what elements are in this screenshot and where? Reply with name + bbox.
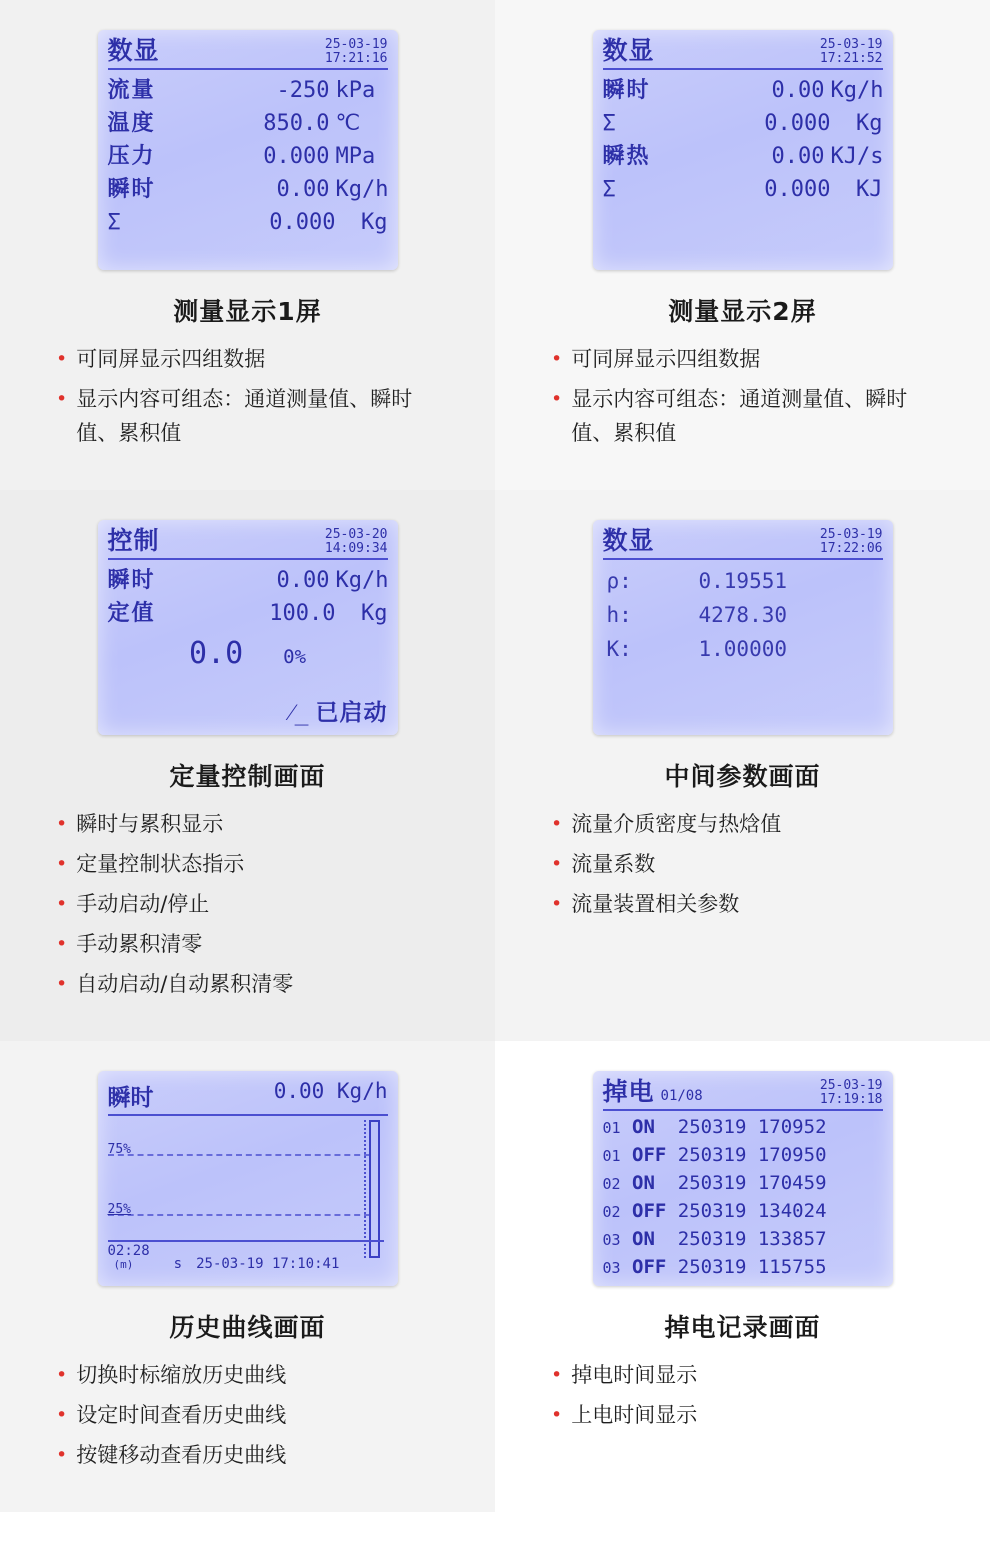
lcd-date: 25-03-19 [819, 527, 883, 542]
lcd-header [603, 528, 883, 560]
batch-percent: 0% [283, 646, 307, 668]
curve-timescale-unit: (m) [113, 1258, 134, 1271]
bullet-item [56, 967, 461, 1001]
bullet-item [551, 887, 956, 921]
bullet-text: 流量系数 [571, 852, 656, 876]
curve-title: 瞬时 [107, 1085, 154, 1111]
log-stamp: 250319 170950 [677, 1144, 827, 1166]
lcd-clock [820, 528, 883, 556]
log-stamp: 250319 134024 [677, 1200, 827, 1222]
bullet-text: 手动累积清零 [76, 932, 203, 956]
log-state: ON [632, 1228, 667, 1250]
log-index: 03 [602, 1231, 621, 1249]
bullet-item [56, 927, 461, 961]
row-unit: Kg [361, 601, 388, 626]
batch-value: 0.0 [188, 636, 244, 671]
log-stamp: 250319 170459 [677, 1172, 827, 1194]
bullet-item [56, 847, 461, 881]
lcd-screen-curve [98, 1071, 398, 1286]
lcd-row [603, 107, 883, 140]
lcd-date: 25-03-19 [819, 37, 883, 52]
lcd-clock [325, 528, 388, 556]
batch-status [98, 694, 388, 727]
lcd-header [108, 528, 388, 560]
bullet-text: 设定时间查看历史曲线 [76, 1403, 287, 1427]
row-value: 0.000 [764, 111, 831, 136]
log-index: 03 [602, 1259, 621, 1277]
panel-caption: 中间参数画面 [664, 762, 821, 791]
lcd-header [603, 1079, 883, 1111]
panel-bullets [529, 807, 956, 927]
power-log-rows [603, 1114, 883, 1282]
panel-measure-screen-1 [0, 0, 495, 490]
bullet-text: 定量控制状态指示 [76, 852, 245, 876]
lcd-header [603, 38, 883, 70]
bullet-dot-icon: • [551, 813, 563, 835]
log-row [603, 1114, 883, 1142]
lcd-screen-params [593, 520, 893, 735]
panel-history-curve [0, 1041, 495, 1512]
panel-bullets [34, 342, 461, 456]
curve-timescale [108, 1244, 150, 1272]
panel-intermediate-params [495, 490, 990, 1041]
bullet-dot-icon: • [56, 973, 68, 995]
curve-cursor-bar [369, 1120, 380, 1258]
log-row [603, 1198, 883, 1226]
lcd-rows [603, 74, 883, 206]
row-label: Σ [602, 111, 616, 136]
panel-bullets [34, 1358, 461, 1478]
bullet-dot-icon: • [56, 348, 68, 370]
bullet-item [56, 1358, 461, 1392]
log-state: ON [632, 1116, 667, 1138]
bullet-dot-icon: • [56, 853, 68, 875]
bullet-text: 自动启动/自动累积清零 [76, 972, 294, 996]
bullet-dot-icon: • [56, 1404, 68, 1426]
panel-caption: 掉电记录画面 [664, 1313, 821, 1342]
bullet-text: 可同屏显示四组数据 [571, 347, 761, 371]
row-unit: Kg/h [335, 568, 389, 593]
lcd-row [108, 107, 388, 140]
row-value: 0.00 [276, 177, 330, 202]
bullet-item [551, 847, 956, 881]
bullet-item [551, 342, 956, 376]
bullet-item [56, 342, 461, 376]
log-index: 02 [602, 1203, 621, 1221]
panel-measure-screen-2 [495, 0, 990, 490]
lcd-title: 数显 [602, 36, 655, 65]
bullet-item [56, 382, 461, 450]
bullet-dot-icon: • [56, 388, 68, 410]
row-value: 0.000 [764, 177, 831, 202]
grid-label-25: 25% [107, 1202, 131, 1217]
lcd-screen-control [98, 520, 398, 735]
param-key: h: [606, 603, 632, 627]
row-value: -250 [276, 78, 330, 103]
lcd-title: 数显 [602, 526, 655, 555]
panel-caption: 历史曲线画面 [169, 1313, 326, 1342]
lcd-screen-power-log [593, 1071, 893, 1286]
gridline-25 [108, 1214, 370, 1216]
row-unit: KJ/s [830, 144, 884, 169]
panel-power-log [495, 1041, 990, 1512]
curve-timescale-value: 02:28 [107, 1243, 150, 1259]
row-label: 定值 [107, 601, 156, 626]
lcd-title: 数显 [107, 36, 160, 65]
row-unit: KJ [856, 177, 883, 202]
lcd-row [108, 597, 388, 630]
row-label: 压力 [107, 144, 156, 169]
panel-caption: 测量显示2屏 [668, 297, 817, 326]
lcd-time: 14:09:34 [324, 541, 388, 556]
log-row [603, 1170, 883, 1198]
param-row [603, 632, 883, 666]
bullet-text: 可同屏显示四组数据 [76, 347, 266, 371]
curve-axis-footer [108, 1240, 384, 1272]
row-unit: ℃ [335, 111, 361, 136]
curve-plot-area [108, 1120, 388, 1270]
bullet-item [56, 1398, 461, 1432]
bullet-text: 掉电时间显示 [571, 1363, 698, 1387]
panel-batch-control [0, 490, 495, 1041]
bullet-item [551, 807, 956, 841]
log-state: ON [632, 1172, 667, 1194]
lcd-clock [820, 1079, 883, 1107]
row-value: 0.00 [771, 78, 825, 103]
row-unit: kPa [335, 78, 376, 103]
curve-axis-unit-s: s [173, 1256, 183, 1272]
log-state: OFF [632, 1144, 667, 1166]
bullet-dot-icon: • [56, 1364, 68, 1386]
row-unit: Kg [856, 111, 883, 136]
param-key: ρ: [606, 569, 632, 593]
panel-caption: 测量显示1屏 [173, 297, 322, 326]
row-label: 瞬时 [602, 78, 651, 103]
row-value: 0.00 [771, 144, 825, 169]
bullet-dot-icon: • [56, 893, 68, 915]
param-value: 0.19551 [698, 569, 788, 593]
log-row [603, 1142, 883, 1170]
curve-cursor-line [364, 1120, 366, 1258]
bullet-dot-icon: • [56, 813, 68, 835]
lcd-time: 17:21:16 [324, 51, 388, 66]
log-index: 01 [602, 1119, 621, 1137]
row-value: 0.000 [263, 144, 330, 169]
bullet-item [56, 887, 461, 921]
lcd-clock [325, 38, 388, 66]
row-value: 850.0 [263, 111, 330, 136]
lcd-date: 25-03-19 [819, 1078, 883, 1093]
lcd-time: 17:19:18 [819, 1092, 883, 1107]
log-state: OFF [632, 1256, 667, 1278]
log-page-indicator: 01/08 [660, 1088, 703, 1104]
bullet-text: 显示内容可组态：通道测量值、瞬时值、累积值 [76, 387, 413, 445]
row-value: 0.00 [276, 568, 330, 593]
lcd-title [603, 1079, 703, 1104]
bullet-dot-icon: • [551, 1364, 563, 1386]
lcd-row [108, 74, 388, 107]
bullet-text: 流量介质密度与热焓值 [571, 812, 782, 836]
param-row [603, 598, 883, 632]
lcd-screen-measure-1 [98, 30, 398, 270]
gridline-75 [108, 1154, 370, 1156]
row-unit: Kg [361, 210, 388, 235]
row-label: 瞬时 [107, 177, 156, 202]
lcd-date: 25-03-19 [324, 37, 388, 52]
log-index: 01 [602, 1147, 621, 1165]
panel-bullets [34, 807, 461, 1007]
bullet-text: 流量装置相关参数 [571, 892, 740, 916]
row-unit: Kg/h [830, 78, 884, 103]
bullet-dot-icon: • [56, 933, 68, 955]
log-row [603, 1254, 883, 1282]
row-label: 瞬热 [602, 144, 651, 169]
row-label: 瞬时 [107, 568, 156, 593]
param-value: 4278.30 [698, 603, 788, 627]
bullet-text: 手动启动/停止 [76, 892, 210, 916]
param-value: 1.00000 [698, 637, 788, 661]
batch-progress-value [108, 636, 388, 671]
lcd-row [108, 173, 388, 206]
lcd-title-text: 掉电 [602, 1077, 655, 1106]
log-stamp: 250319 115755 [677, 1256, 827, 1278]
lcd-date: 25-03-20 [324, 527, 388, 542]
log-stamp: 250319 133857 [677, 1228, 827, 1250]
lcd-row [603, 173, 883, 206]
lcd-screen-measure-2 [593, 30, 893, 270]
lcd-row [108, 140, 388, 173]
run-mark-icon: ⁄_ [289, 700, 310, 726]
bullet-dot-icon: • [551, 388, 563, 410]
row-label: 温度 [107, 111, 156, 136]
curve-header [108, 1079, 388, 1116]
grid-label-75: 75% [107, 1142, 131, 1157]
log-state: OFF [632, 1200, 667, 1222]
bullet-item [551, 1398, 956, 1432]
bullet-dot-icon: • [56, 1444, 68, 1466]
row-value: 100.0 [269, 601, 336, 626]
lcd-clock [820, 38, 883, 66]
lcd-rows [108, 564, 388, 630]
log-stamp: 250319 170952 [677, 1116, 827, 1138]
param-row [603, 564, 883, 598]
row-label: Σ [602, 177, 616, 202]
status-text: 已启动 [315, 700, 388, 726]
bullet-item [551, 1358, 956, 1392]
log-row [603, 1226, 883, 1254]
lcd-row [603, 74, 883, 107]
bullet-text: 显示内容可组态：通道测量值、瞬时值、累积值 [571, 387, 908, 445]
bullet-item [56, 807, 461, 841]
bullet-dot-icon: • [551, 348, 563, 370]
lcd-param-rows [603, 564, 883, 666]
row-label: 流量 [107, 78, 156, 103]
lcd-row [108, 206, 388, 239]
panel-bullets [529, 1358, 956, 1438]
bullet-dot-icon: • [551, 1404, 563, 1426]
param-key: K: [606, 637, 632, 661]
bullet-item [551, 382, 956, 450]
bullet-item [56, 1438, 461, 1472]
log-index: 02 [602, 1175, 621, 1193]
lcd-rows [108, 74, 388, 239]
lcd-time: 17:21:52 [819, 51, 883, 66]
bullet-text: 瞬时与累积显示 [76, 812, 224, 836]
bullet-text: 按键移动查看历史曲线 [76, 1443, 287, 1467]
row-unit: MPa [335, 144, 376, 169]
panel-bullets [529, 342, 956, 456]
bullet-text: 切换时标缩放历史曲线 [76, 1363, 287, 1387]
bullet-text: 上电时间显示 [571, 1403, 698, 1427]
lcd-header [108, 38, 388, 70]
lcd-row [603, 140, 883, 173]
row-unit: Kg/h [335, 177, 389, 202]
curve-timestamp: 25-03-19 17:10:41 [196, 1256, 340, 1272]
curve-current-value: 0.00 Kg/h [273, 1079, 388, 1103]
row-label: Σ [107, 210, 121, 235]
lcd-time: 17:22:06 [819, 541, 883, 556]
panel-caption: 定量控制画面 [169, 762, 326, 791]
bullet-dot-icon: • [551, 853, 563, 875]
bullet-dot-icon: • [551, 893, 563, 915]
lcd-row [108, 564, 388, 597]
row-value: 0.000 [269, 210, 336, 235]
lcd-title: 控制 [107, 526, 160, 555]
